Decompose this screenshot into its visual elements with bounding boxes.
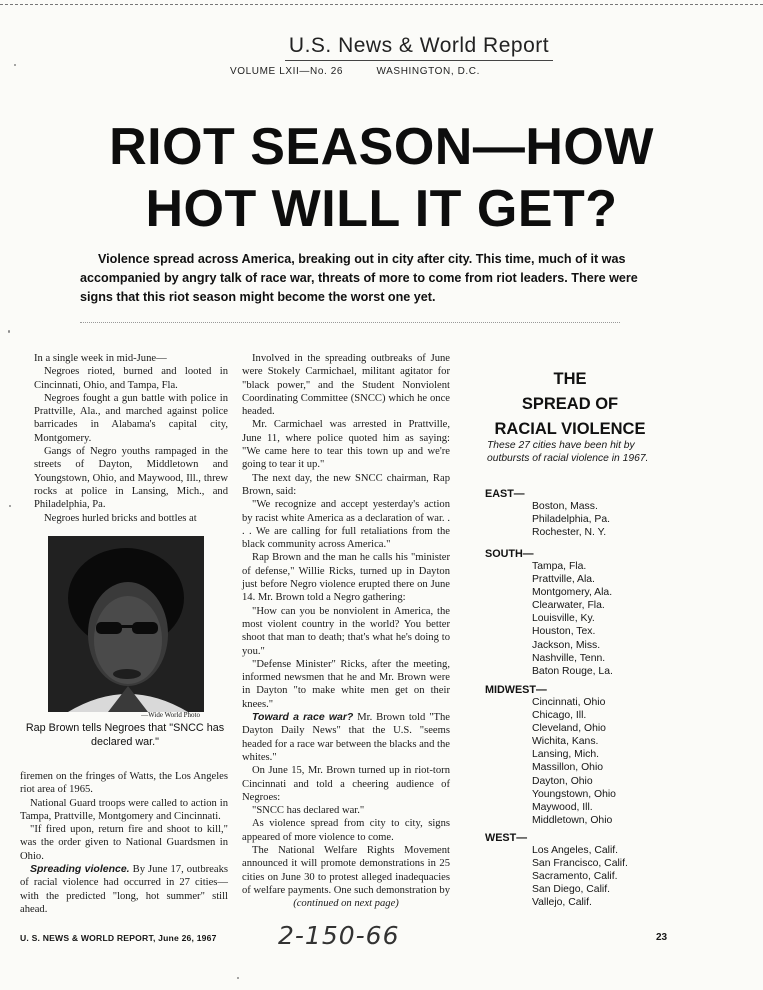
city-item: Louisville, Ky. (532, 613, 595, 625)
city-item: Chicago, Ill. (532, 710, 587, 722)
dateline-place: WASHINGTON, D.C. (376, 66, 480, 77)
photo-credit: —Wide World Photo (141, 711, 200, 719)
continued-note: (continued on next page) (293, 898, 399, 910)
city-item: Middletown, Ohio (532, 814, 613, 826)
paragraph: Involved in the spreading outbreaks of June were Stokely Carmichael, militant agitator for "black power," and the Student Nonviolent Coordinating Committee (SNCC) which he once headed. (242, 353, 450, 418)
region-south (485, 548, 655, 678)
city-item: Boston, Mass. (532, 501, 598, 512)
paragraph: Mr. Carmichael was arrested in Prattville, June 11, where police quoted him as saying: "We came here to tear this town up and we're going to tear it up." (242, 419, 450, 471)
region-label: WEST— (485, 832, 527, 844)
sidebar-title (480, 368, 660, 440)
page-number: 23 (656, 932, 668, 943)
city-item: Tampa, Fla. (532, 561, 587, 572)
paragraph: Rap Brown and the man he calls his "minister of defense," Willie Ricks, turned up in Dayton just before Negro violence erupted there on June 14. Mr. Brown told a Negro gathering: (242, 552, 450, 604)
region-label: EAST— (485, 488, 525, 500)
scan-speck (237, 977, 239, 979)
city-item: Houston, Tex. (532, 626, 596, 638)
city-list (532, 696, 655, 827)
scan-speck (14, 64, 16, 66)
photo-image (48, 536, 204, 712)
magazine-name: U.S. News & World Report (285, 34, 553, 61)
headline-line-2: HOT WILL IT GET? (145, 180, 618, 238)
paragraph: In a single week in mid-June— (34, 353, 167, 364)
paragraph: Toward a race war? Mr. Brown told "The Dayton Daily News" that the U.S. "seems headed for a race war between the blacks and the whites." (242, 711, 451, 763)
photo-caption: Rap Brown tells Negroes that "SNCC has declared war." (25, 722, 225, 748)
volume-number: VOLUME LXII—No. 26 (230, 66, 344, 77)
paragraph: As violence spread from city to city, signs appeared of more violence to come. (242, 818, 450, 843)
region-east (485, 488, 655, 539)
paragraph: The next day, the new SNCC chairman, Rap Brown, said: (242, 472, 450, 497)
masthead (0, 34, 763, 61)
city-list (532, 500, 655, 539)
sidebar-title-line: RACIAL VIOLENCE (494, 420, 646, 438)
city-item: Cincinnati, Ohio (532, 697, 606, 708)
region-label: MIDWEST— (485, 684, 547, 696)
scan-speck (8, 330, 10, 333)
city-item: Sacramento, Calif. (532, 871, 618, 883)
region-west (485, 832, 655, 909)
city-item: Jackson, Miss. (532, 639, 601, 651)
paragraph: "If fired upon, return fire and shoot to kill," was the order given to National Guardsmen in Ohio. (20, 824, 228, 862)
city-item: Los Angeles, Calif. (532, 845, 619, 856)
column-1-top (34, 352, 228, 525)
volume-line (230, 66, 480, 77)
paragraph: "How can you be nonviolent in America, the most violent country in the world? You better shoot that man to death; that's what he's doing to you." (242, 605, 450, 657)
paragraph: On June 15, Mr. Brown turned up in riot-torn Cincinnati and told a cheering audience of Negroes: (242, 765, 450, 803)
city-list (532, 560, 655, 678)
column-1-bottom (20, 770, 228, 916)
city-item: Youngstown, Ohio (532, 788, 616, 800)
sidebar-title-line: THE (553, 370, 587, 388)
city-item: Dayton, Ohio (532, 775, 593, 787)
scan-speck (9, 505, 11, 507)
headline-line-1: RIOT SEASON—HOW (109, 118, 654, 176)
rap-brown-photo (48, 536, 204, 712)
sidebar-title-line: SPREAD OF (521, 395, 619, 413)
paragraph: The National Welfare Rights Movement announced it will promote demonstrations in 25 cities on June 30 to protest alleged inadequacies of welfare payments. One such demonstration by (242, 844, 450, 896)
city-item: Cleveland, Ohio (532, 723, 606, 735)
paragraph: firemen on the fringes of Watts, the Los Angeles riot area of 1965. (20, 771, 228, 796)
paragraph: "Defense Minister" Ricks, after the meeting, informed newsmen that he and Mr. Brown were in Dayton "to make white men get on their knees." (242, 658, 450, 710)
city-item: Philadelphia, Pa. (532, 514, 610, 526)
city-item: San Diego, Calif. (532, 884, 610, 896)
subhead-spreading-violence: Spreading violence. (30, 863, 130, 876)
paragraph: Negroes hurled bricks and bottles at (44, 512, 197, 524)
handwritten-annotation: 2-150-66 (278, 921, 400, 950)
city-item: Clearwater, Fla. (532, 600, 605, 612)
paragraph: Gangs of Negro youths rampaged in the streets of Dayton, Middletown and Youngstown, Ohio, and Maywood, Ill., threw rocks at police in Lansing, Mich., and Philadelphia, Pa. (34, 446, 228, 511)
paragraph: National Guard troops were called to action in Tampa, Prattville, Montgomery and Cincinnati. (20, 797, 228, 822)
paragraph: Negroes rioted, burned and looted in Cincinnati, Ohio, and Tampa, Fla. (34, 366, 228, 391)
city-item: San Francisco, Calif. (532, 858, 628, 870)
scan-top-edge (0, 4, 763, 5)
column-2 (242, 352, 450, 910)
sidebar-intro: These 27 cities have been hit by outbursts of racial violence in 1967. (487, 440, 649, 464)
city-item: Vallejo, Calif. (532, 897, 592, 909)
paragraph: "We recognize and accept yesterday's action by racist white America as a declaration of war. . . . We are calling for full retaliations from the black community across America." (242, 499, 450, 551)
region-label: SOUTH— (485, 548, 534, 560)
city-item: Maywood, Ill. (532, 801, 593, 813)
deck-summary: Violence spread across America, breaking out in city after city. This time, much of it was accompanied by angry talk of race war, threats of more to come from riot leaders. There were signs that this riot season might become the worst one yet. (80, 252, 638, 304)
city-item: Wichita, Kans. (532, 736, 599, 748)
paragraph: "SNCC has declared war." (252, 805, 365, 817)
city-item: Montgomery, Ala. (532, 587, 613, 599)
city-item: Rochester, N. Y. (532, 527, 607, 539)
region-midwest (485, 684, 655, 827)
city-item: Nashville, Tenn. (532, 652, 606, 664)
city-item: Prattville, Ala. (532, 574, 595, 586)
city-list (532, 844, 655, 909)
section-divider (80, 322, 620, 325)
paragraph: Spreading violence. By June 17, outbreaks of racial violence had occurred in 27 cities—with the predicted "long, hot summer" still ahead. (20, 863, 228, 915)
city-item: Lansing, Mich. (532, 749, 599, 761)
subhead-toward-race-war: Toward a race war? (252, 711, 354, 724)
footer-citation: U. S. NEWS & WORLD REPORT, June 26, 1967 (20, 933, 217, 943)
city-item: Massillon, Ohio (532, 762, 604, 774)
paragraph: Negroes fought a gun battle with police in Prattville, Ala., and marched against police barricades in Alabama's capital city, Montgomery. (34, 392, 228, 444)
city-item: Baton Rouge, La. (532, 665, 613, 677)
